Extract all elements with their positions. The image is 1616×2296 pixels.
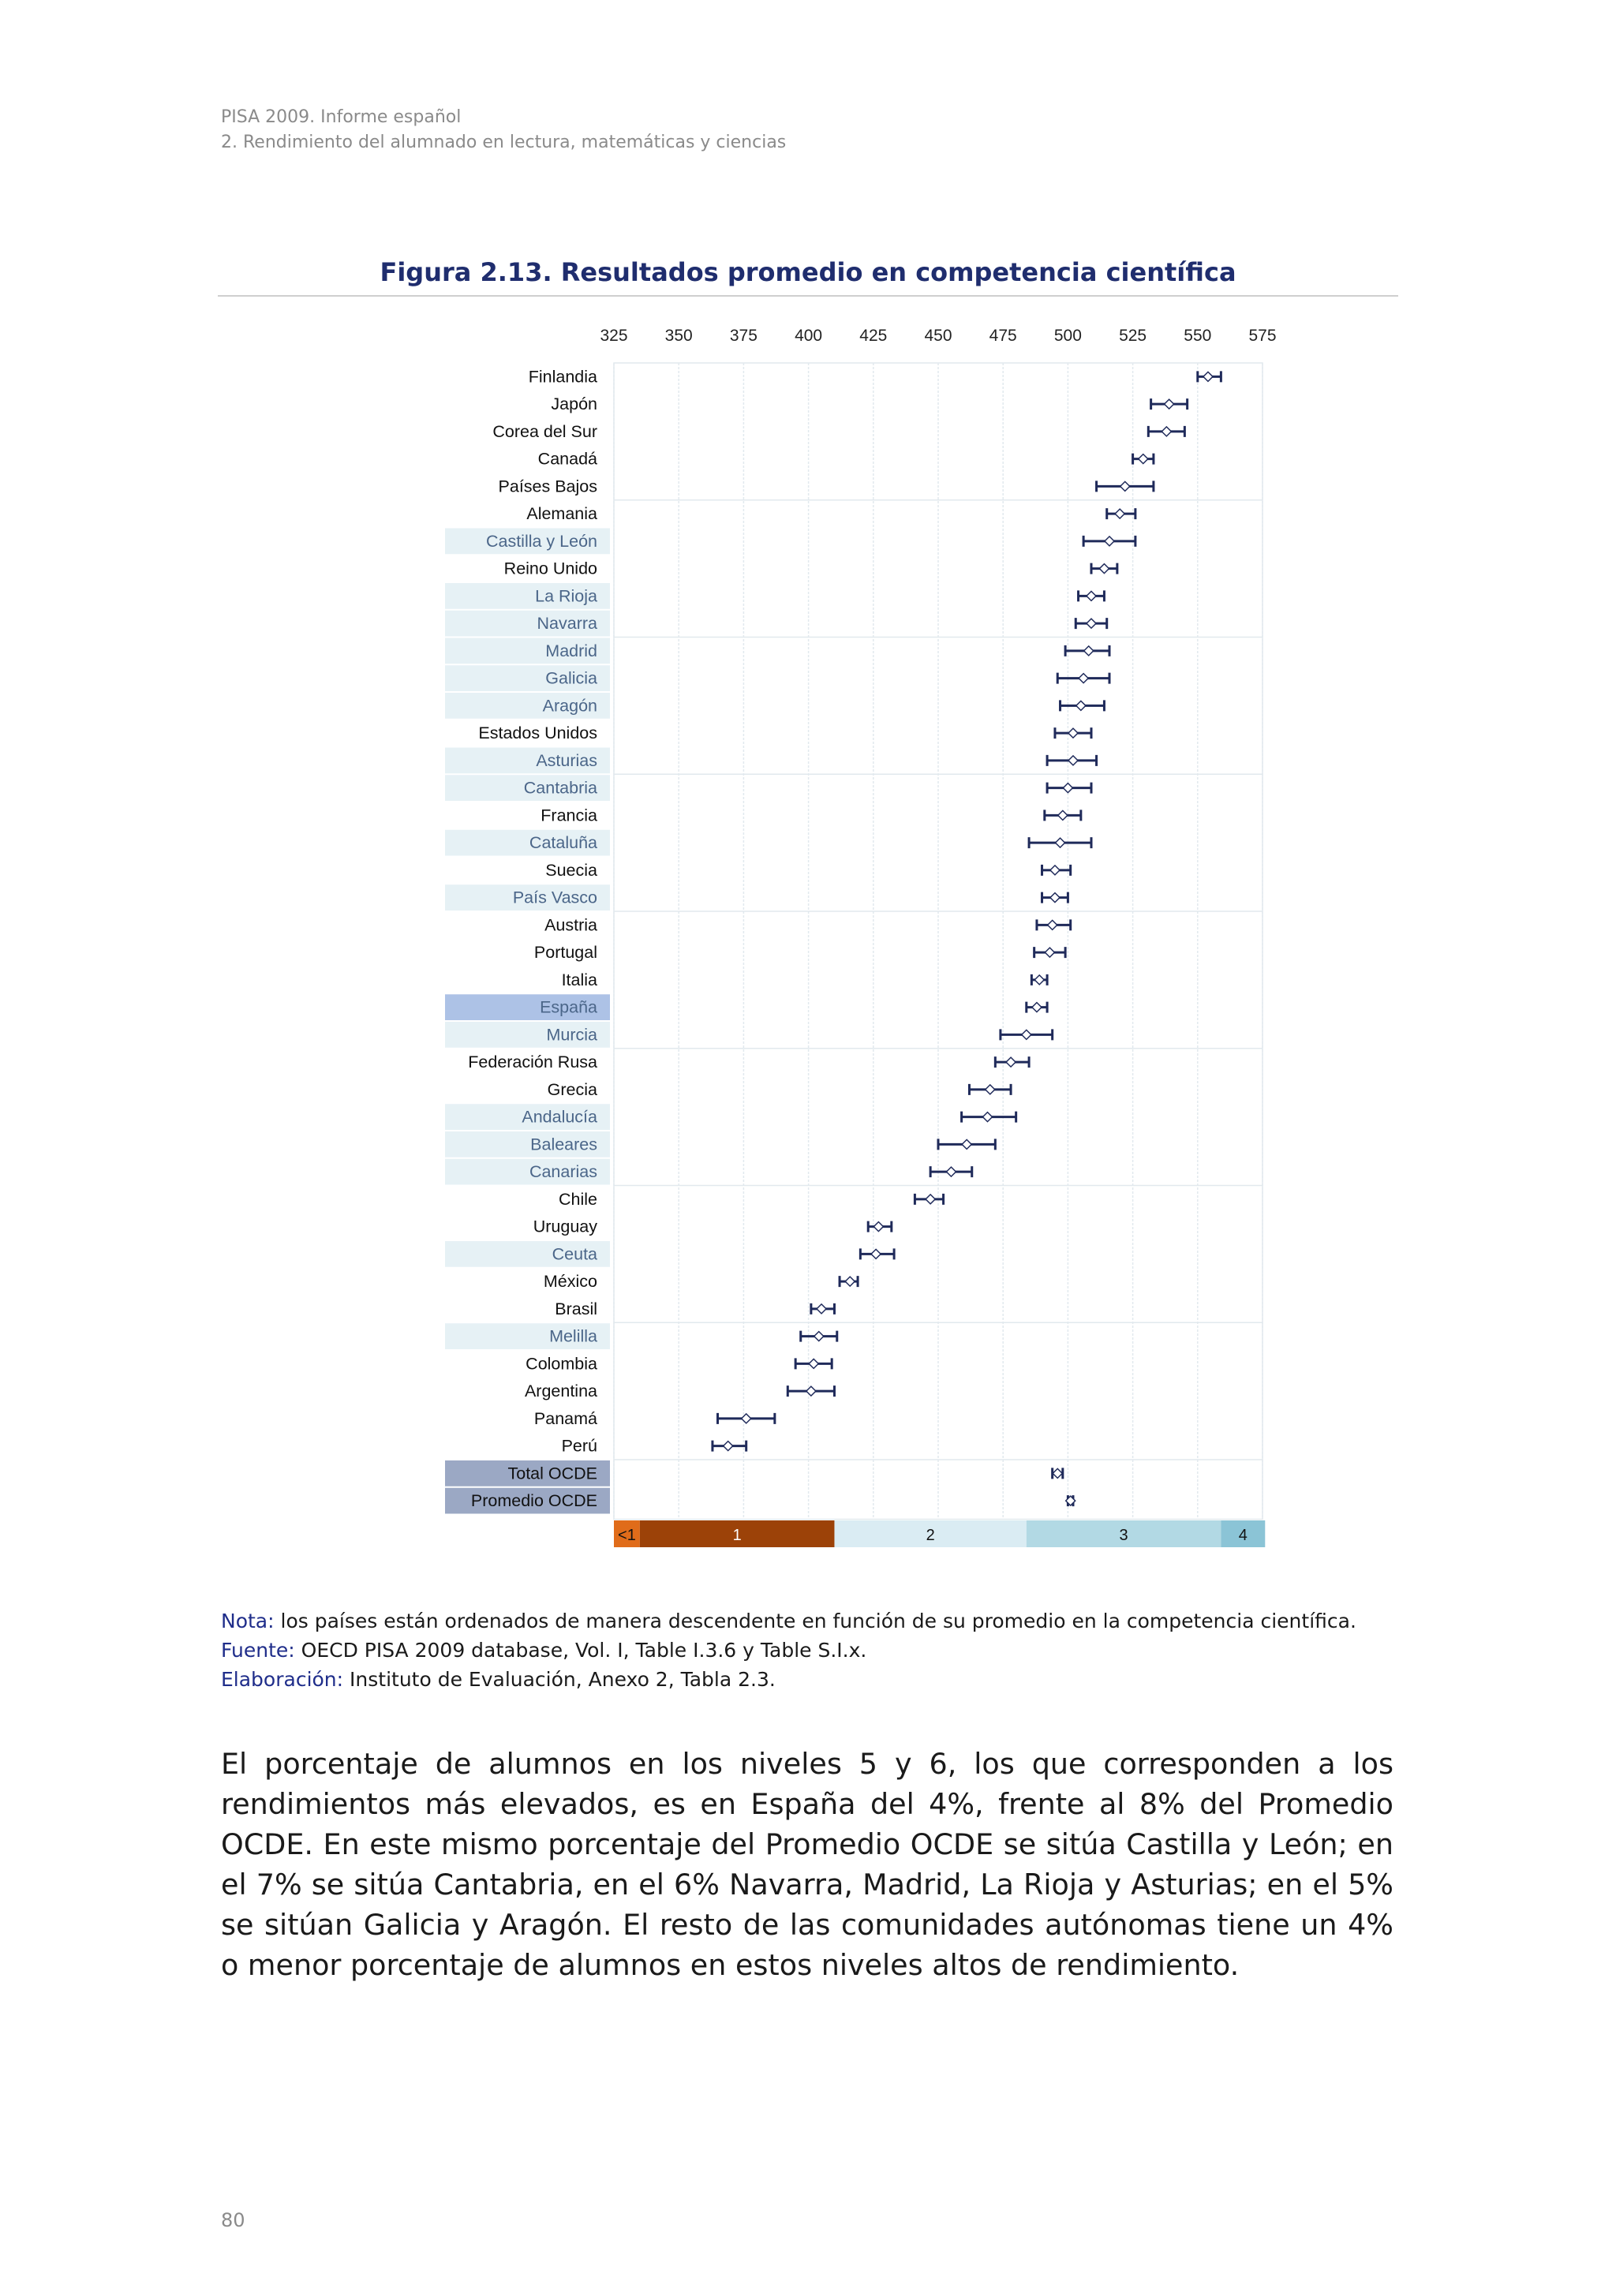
mean-marker	[1120, 481, 1130, 491]
x-tick-label: 400	[795, 327, 823, 345]
elaboration-line	[221, 1665, 1356, 1694]
elaboration-text: Instituto de Evaluación, Anexo 2, Tabla 2.3.	[343, 1668, 776, 1691]
mean-marker	[817, 1304, 826, 1314]
x-tick-label: 350	[664, 327, 693, 345]
row-label: Finlandia	[528, 367, 597, 387]
mean-marker	[1115, 509, 1124, 518]
row-label: Panamá	[533, 1408, 597, 1428]
row-label: Alemania	[526, 504, 597, 524]
mean-marker	[1045, 948, 1054, 957]
mean-marker	[1022, 1030, 1031, 1039]
x-tick-label: 375	[729, 327, 758, 345]
mean-marker	[1053, 1468, 1062, 1478]
mean-marker	[1087, 591, 1096, 600]
x-tick-label: 450	[924, 327, 952, 345]
row-label: Baleares	[530, 1135, 597, 1154]
row-label: Federación Rusa	[468, 1053, 597, 1072]
row-label: Cataluña	[529, 833, 597, 853]
mean-marker	[962, 1139, 971, 1149]
figure-title: Figura 2.13. Resultados promedio en competencia científica	[380, 257, 1236, 287]
mean-marker	[871, 1249, 881, 1258]
row-label: Ceuta	[552, 1244, 597, 1264]
mean-marker	[1139, 454, 1148, 464]
row-label: Chile	[559, 1189, 597, 1209]
row-label: Melilla	[549, 1326, 597, 1346]
elaboration-label: Elaboración:	[221, 1668, 344, 1691]
x-tick-label: 475	[989, 327, 1017, 345]
row-label: Colombia	[526, 1354, 597, 1374]
mean-marker	[1079, 674, 1088, 683]
x-tick-label: 525	[1119, 327, 1147, 345]
page-number: 80	[221, 2209, 245, 2231]
row-label: La Rioja	[535, 586, 597, 606]
row-label: España	[540, 997, 597, 1017]
mean-marker	[814, 1332, 824, 1341]
level-label: 2	[926, 1527, 935, 1544]
row-label: Países Bajos	[498, 477, 597, 496]
row-label: Grecia	[547, 1079, 597, 1099]
running-header-title: PISA 2009. Informe español	[221, 107, 462, 127]
row-label: Canarias	[529, 1162, 597, 1182]
row-label: Italia	[561, 970, 597, 989]
mean-marker	[809, 1359, 818, 1368]
row-label: Brasil	[555, 1299, 597, 1318]
row-label: Promedio OCDE	[470, 1491, 597, 1511]
mean-marker	[1056, 838, 1065, 847]
row-label: Uruguay	[533, 1217, 597, 1236]
mean-marker	[1165, 399, 1174, 409]
level-label: 4	[1238, 1527, 1248, 1544]
x-tick-label: 550	[1184, 327, 1212, 345]
mean-marker	[1032, 1003, 1042, 1012]
mean-marker	[986, 1085, 995, 1094]
mean-marker	[1050, 866, 1060, 875]
row-label: Aragón	[542, 696, 597, 716]
mean-marker	[1048, 920, 1057, 929]
row-label: Total OCDE	[507, 1464, 597, 1483]
note-label: Nota:	[221, 1610, 275, 1632]
level-label: <1	[618, 1527, 636, 1544]
mean-marker	[946, 1167, 956, 1176]
row-label: Navarra	[537, 614, 597, 634]
mean-marker	[1006, 1057, 1016, 1067]
x-tick-label: 425	[859, 327, 888, 345]
mean-marker	[1162, 427, 1171, 436]
row-label: Austria	[544, 915, 597, 935]
source-text: OECD PISA 2009 database, Vol. I, Table I.3.6 y Table S.I.x.	[294, 1639, 867, 1662]
x-tick-label: 575	[1248, 327, 1277, 345]
row-label: Cantabria	[523, 778, 597, 798]
mean-marker	[1087, 619, 1096, 628]
level-label: 3	[1119, 1527, 1128, 1544]
mean-marker	[1099, 564, 1109, 574]
source-label: Fuente:	[221, 1639, 295, 1662]
mean-marker	[1105, 537, 1114, 546]
mean-marker	[1034, 975, 1044, 985]
body-paragraph: El porcentaje de alumnos en los niveles 5 y 6, los que corresponden a los rendimientos más elevados, es en España del 4%, frente al 8% del Promedio OCDE. En este mismo porcentaje del Promedio OCDE se sitúa Castilla y León; en el 7% se sitúa Cantabria, en el 6% Navarra, Madrid, La Rioja y Asturias; en el 5% se sitúan Galicia y Aragón. El resto de las comunidades autónomas tiene un 4% o menor porcentaje de alumnos en estos niveles altos de rendimiento.	[221, 1747, 1393, 1982]
row-label: Murcia	[546, 1025, 597, 1045]
figure-notes	[221, 1606, 1356, 1694]
mean-marker	[1076, 701, 1086, 710]
row-label: Castilla y León	[485, 531, 597, 551]
source-line	[221, 1636, 1356, 1665]
row-label: Canadá	[537, 449, 597, 469]
row-label: Estados Unidos	[478, 724, 597, 743]
note-line	[221, 1606, 1356, 1636]
row-label: Galicia	[545, 668, 597, 688]
mean-marker	[1068, 728, 1078, 738]
row-label: México	[543, 1272, 597, 1292]
row-label: Asturias	[536, 750, 597, 770]
mean-marker	[873, 1222, 883, 1232]
mean-marker	[982, 1112, 992, 1122]
mean-marker	[1050, 893, 1060, 903]
row-label: Reino Unido	[503, 559, 597, 578]
mean-marker	[724, 1442, 733, 1451]
mean-marker	[926, 1195, 935, 1204]
running-header-chapter: 2. Rendimiento del alumnado en lectura, matemáticas y ciencias	[221, 133, 787, 152]
row-label: País Vasco	[512, 888, 597, 907]
row-label: Suecia	[545, 860, 597, 880]
mean-marker	[845, 1277, 855, 1286]
mean-marker	[806, 1386, 816, 1396]
mean-marker	[1068, 756, 1078, 765]
row-label: Andalucía	[522, 1107, 597, 1127]
mean-marker	[1058, 810, 1068, 820]
row-label: Francia	[541, 806, 597, 825]
row-label: Argentina	[524, 1382, 597, 1401]
x-tick-label: 500	[1053, 327, 1082, 345]
row-label: Madrid	[545, 641, 597, 660]
mean-marker	[742, 1414, 751, 1423]
mean-marker	[1084, 646, 1094, 656]
row-label: Perú	[561, 1436, 597, 1456]
mean-marker	[1063, 783, 1072, 793]
row-label: Corea del Sur	[492, 421, 597, 441]
row-label: Japón	[551, 395, 597, 414]
row-label: Portugal	[533, 943, 597, 963]
note-text: los países están ordenados de manera descendente en función de su promedio en la competencia científica.	[274, 1610, 1356, 1632]
mean-marker	[1203, 372, 1213, 381]
level-label: 1	[732, 1527, 742, 1544]
x-tick-label: 325	[600, 327, 628, 345]
